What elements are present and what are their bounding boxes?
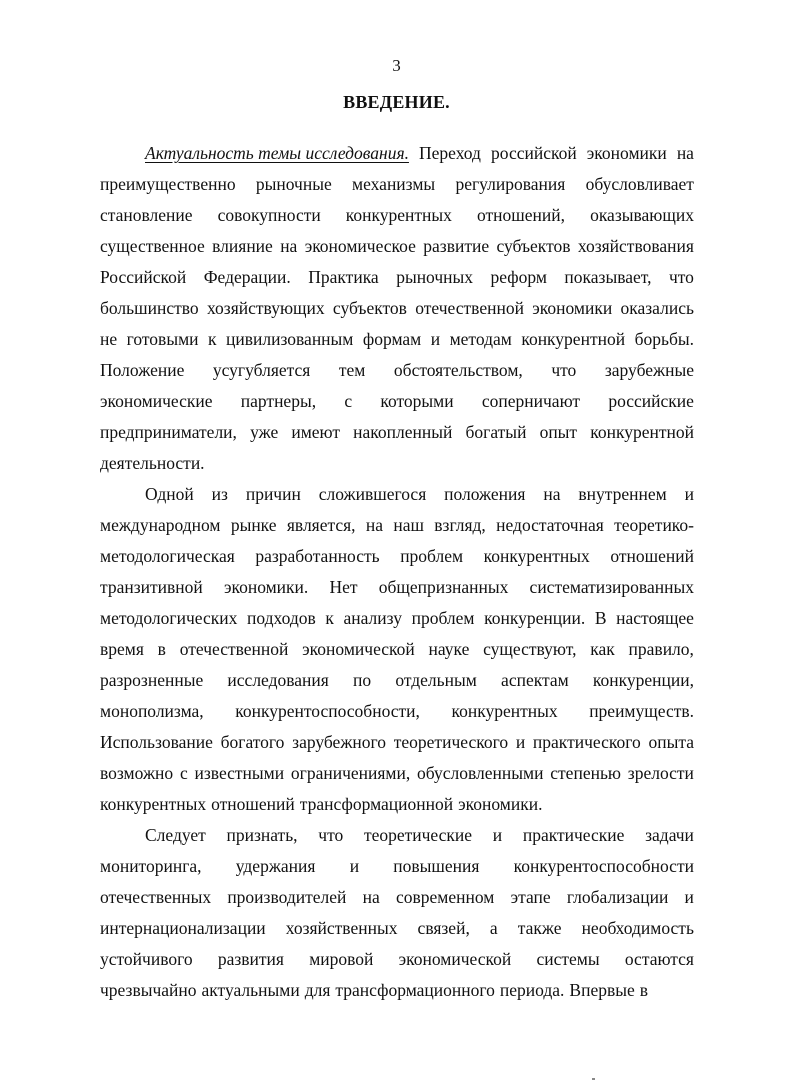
word: признать, [226, 825, 298, 845]
word: регулирования [455, 174, 566, 194]
word: становление [100, 205, 193, 225]
text-line [100, 386, 694, 417]
word: причин [245, 484, 301, 504]
word: конкурентной [590, 422, 694, 442]
text-line [100, 572, 694, 603]
word: глобализации [566, 887, 669, 907]
word: время [100, 639, 144, 659]
word: оказывающих [590, 205, 694, 225]
word: преимуществ. [589, 701, 694, 721]
paragraph [100, 138, 694, 479]
word: задачи [645, 825, 694, 845]
scan-speck [592, 1078, 595, 1080]
word: остаются [624, 949, 694, 969]
word: на [365, 515, 384, 535]
word: исследования [227, 670, 329, 690]
word: Одной [145, 484, 194, 504]
word: Положение [100, 360, 185, 380]
word: опыта [648, 732, 694, 752]
word: отдельным [395, 670, 477, 690]
word: которыми [380, 391, 454, 411]
word: хозяйствования [577, 236, 694, 256]
word: зрелости [627, 763, 694, 783]
word: взгляд, [434, 515, 486, 535]
word: рыночных [396, 267, 474, 287]
word: что [318, 825, 344, 845]
word: субъектов [332, 298, 407, 318]
paragraph [100, 479, 694, 820]
word: подходов [246, 608, 316, 628]
word: рынке [230, 515, 277, 535]
word: возможно [100, 763, 174, 783]
word: показывает, [564, 267, 652, 287]
word: В [594, 608, 607, 628]
word: к [208, 329, 217, 349]
word: опыт [539, 422, 578, 442]
document-body [100, 138, 694, 1006]
word: субъектов [496, 236, 571, 256]
page-number: 3 [392, 56, 401, 75]
word: конкурентных [345, 205, 452, 225]
word: на [676, 143, 694, 163]
word: повышения [393, 856, 480, 876]
word: к [325, 608, 334, 628]
word: хозяйственных [285, 918, 398, 938]
word: отечественных [100, 887, 212, 907]
word: систематизированных [529, 577, 694, 597]
word: и [515, 732, 526, 752]
word: аспектам [501, 670, 569, 690]
word: трансформационной [299, 794, 454, 814]
word: общепризнанных [378, 577, 509, 597]
text-line [100, 448, 694, 479]
word: борьбы. [634, 329, 694, 349]
word: оказались [620, 298, 694, 318]
word: Практика [308, 267, 379, 287]
word: конкурентных [451, 701, 558, 721]
text-line [100, 293, 694, 324]
word: отечественной [179, 639, 289, 659]
word: обстоятельством, [393, 360, 523, 380]
word: мониторинга, [100, 856, 202, 876]
word: развитие [423, 236, 490, 256]
word: имеют [291, 422, 341, 442]
word: производителей [227, 887, 347, 907]
word: и [492, 825, 503, 845]
word: мировой [309, 949, 374, 969]
word: теоретического [393, 732, 509, 752]
word: экономические [100, 391, 213, 411]
word: Российской [100, 267, 187, 287]
word: трансформационного [335, 980, 495, 1000]
word: интернационализации [100, 918, 266, 938]
word: наш [393, 515, 424, 535]
word: удержания [235, 856, 316, 876]
word: также [517, 918, 562, 938]
word: на [543, 484, 561, 504]
word: внутреннем [578, 484, 667, 504]
word: науке [428, 639, 470, 659]
word: большинство [100, 298, 199, 318]
word: хозяйствующих [206, 298, 325, 318]
word: международном [100, 515, 221, 535]
text-line [100, 324, 694, 355]
word: для [304, 980, 331, 1000]
section-heading: ВВЕДЕНИЕ. [343, 92, 450, 112]
text-line [100, 355, 694, 386]
word: экономики [532, 298, 613, 318]
word: деятельности. [100, 453, 205, 473]
word: влияние [212, 236, 273, 256]
word: цивилизованным [226, 329, 354, 349]
text-line [100, 634, 694, 665]
word: экономическое [304, 236, 416, 256]
word: степенью [550, 763, 622, 783]
word: на [280, 236, 298, 256]
word: Нет [329, 577, 358, 597]
word: сложившегося [318, 484, 427, 504]
word: богатого [220, 732, 285, 752]
word: зарубежного [292, 732, 387, 752]
word: периода. [499, 980, 565, 1000]
word: Следует [145, 825, 206, 845]
word: российской [491, 143, 577, 163]
word: конкурентоспособности, [235, 701, 420, 721]
word: Актуальность темы исследования. [145, 143, 409, 163]
word: настоящее [616, 608, 694, 628]
text-line [100, 138, 694, 169]
word: экономической [302, 639, 415, 659]
word: методологическая [100, 546, 235, 566]
text-line [100, 882, 694, 913]
word: как [590, 639, 615, 659]
word: механизмы [352, 174, 436, 194]
word: проблем [411, 608, 475, 628]
word: формам [362, 329, 422, 349]
word: Переход [419, 143, 481, 163]
word: экономики [586, 143, 667, 163]
word: конкурентной [521, 329, 626, 349]
word: что [668, 267, 694, 287]
word: обусловливает [585, 174, 694, 194]
word: практические [522, 825, 625, 845]
word: чрезвычайно [100, 980, 197, 1000]
word: практического [532, 732, 641, 752]
word: анализу [343, 608, 402, 628]
text-line [100, 479, 694, 510]
word: а [489, 918, 498, 938]
word: конкурентных [100, 794, 207, 814]
text-line [100, 944, 694, 975]
text-line [100, 820, 694, 851]
word: готовыми [126, 329, 199, 349]
word: отношений [610, 546, 694, 566]
word: транзитивной [100, 577, 203, 597]
word: конкурентоспособности [513, 856, 694, 876]
word: обусловленными [417, 763, 544, 783]
paragraph [100, 820, 694, 1006]
text-line [100, 975, 694, 1006]
text-line [100, 417, 694, 448]
word: тем [338, 360, 366, 380]
word: является, [286, 515, 356, 535]
text-line [100, 231, 694, 262]
word: предприниматели, [100, 422, 237, 442]
text-line [100, 696, 694, 727]
word: существуют, [483, 639, 577, 659]
word: из [211, 484, 228, 504]
text-line [100, 727, 694, 758]
word: усугубляется [212, 360, 311, 380]
word: развития [217, 949, 284, 969]
word: в [639, 980, 649, 1000]
word: с [179, 763, 188, 783]
word: по [353, 670, 372, 690]
word: экономической [398, 949, 512, 969]
word: Использование [100, 732, 213, 752]
word: разработанность [255, 546, 380, 566]
word: совокупности [217, 205, 321, 225]
word: конкуренции. [484, 608, 586, 628]
word: экономики. [223, 577, 309, 597]
word: и [684, 887, 694, 907]
word: системы [536, 949, 600, 969]
word: недостаточная [496, 515, 604, 535]
word: в [157, 639, 166, 659]
word: положения [444, 484, 526, 504]
word: отношений, [477, 205, 565, 225]
word: уже [250, 422, 279, 442]
word: партнеры, [240, 391, 317, 411]
text-line [100, 262, 694, 293]
word: актуальными [201, 980, 300, 1000]
word: устойчивого [100, 949, 193, 969]
word: соперничают [481, 391, 581, 411]
text-line [100, 758, 694, 789]
word: монополизма, [100, 701, 204, 721]
word: связей, [417, 918, 470, 938]
word: методологических [100, 608, 238, 628]
word: накопленный [353, 422, 453, 442]
text-line [100, 200, 694, 231]
word: ограничениями, [290, 763, 411, 783]
word: методам [449, 329, 512, 349]
word: правило, [628, 639, 694, 659]
word: рыночные [255, 174, 332, 194]
word: проблем [400, 546, 464, 566]
word: известными [194, 763, 285, 783]
text-line [100, 913, 694, 944]
word: конкуренции, [592, 670, 694, 690]
text-line [100, 510, 694, 541]
text-line [100, 541, 694, 572]
word: существенное [100, 236, 205, 256]
word: современном [395, 887, 495, 907]
word: и [349, 856, 360, 876]
word: реформ [490, 267, 547, 287]
word: с [344, 391, 353, 411]
word: отечественной [415, 298, 524, 318]
word: теоретико- [614, 515, 694, 535]
word: российские [608, 391, 694, 411]
text-line [100, 169, 694, 200]
text-line [100, 789, 694, 820]
word: на [362, 887, 380, 907]
word: Федерации. [203, 267, 291, 287]
text-line [100, 851, 694, 882]
word: этапе [510, 887, 551, 907]
word: экономики. [458, 794, 543, 814]
word: Впервые [569, 980, 635, 1000]
word: отношений [211, 794, 295, 814]
word: богатый [465, 422, 527, 442]
word: преимущественно [100, 174, 236, 194]
text-line [100, 665, 694, 696]
word: конкурентных [483, 546, 590, 566]
word: что [551, 360, 577, 380]
word: и [684, 484, 694, 504]
word: и [430, 329, 441, 349]
word: необходимость [581, 918, 694, 938]
word: разрозненные [100, 670, 204, 690]
word: не [100, 329, 118, 349]
text-line [100, 603, 694, 634]
word: зарубежные [604, 360, 694, 380]
word: теоретические [363, 825, 473, 845]
